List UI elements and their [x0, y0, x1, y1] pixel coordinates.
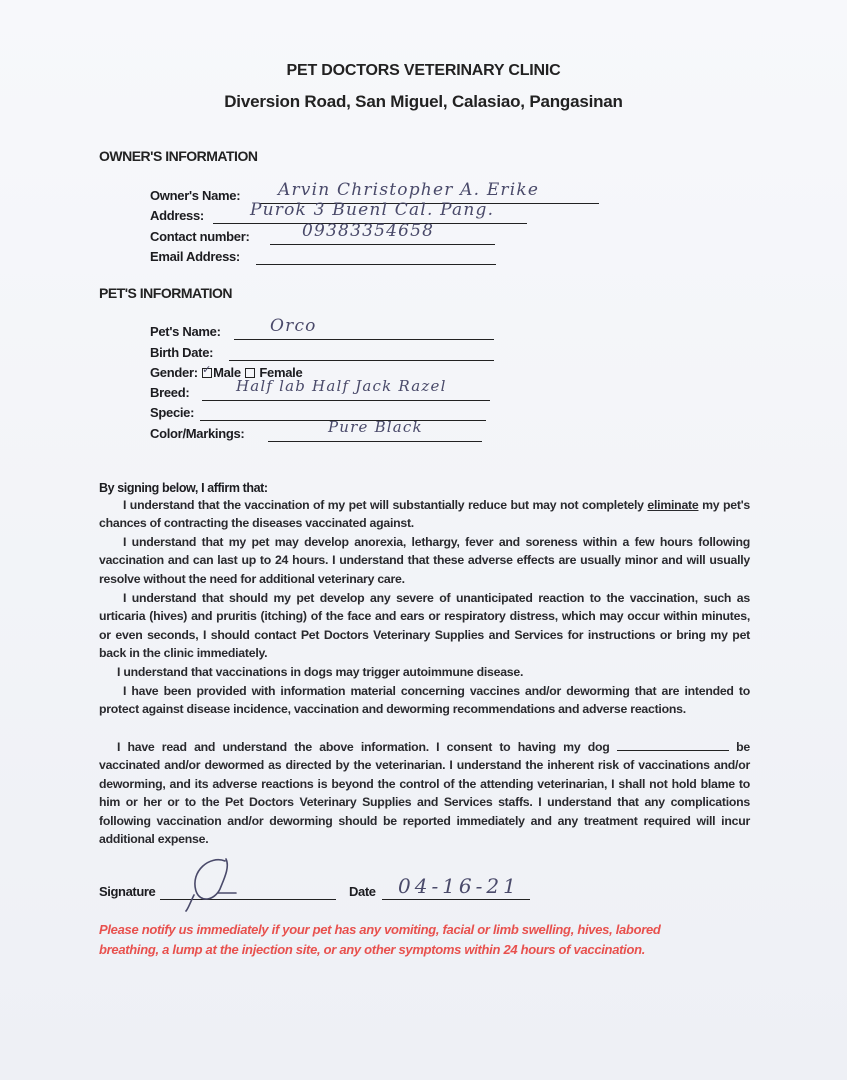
pet-birth-label: Birth Date:: [150, 345, 214, 360]
affirmation-paragraph-4: I understand that vaccinations in dogs may trigger autoimmune disease.: [117, 665, 524, 679]
owner-address-value[interactable]: Purok 3 Buenl Cal. Pang.: [250, 200, 495, 220]
pet-section-title: PET'S INFORMATION: [99, 285, 233, 301]
check-icon: ✓: [202, 364, 211, 376]
pet-name-value[interactable]: Orco: [270, 316, 317, 336]
pet-gender-label: Gender:: [150, 365, 198, 380]
pet-specie-label: Specie:: [150, 405, 195, 420]
affirmation-paragraph-1: I understand that the vaccination of my pet will substantially reduce but may not completely eliminate my pet's chances of contracting the diseases vaccinated against.: [99, 498, 750, 531]
affirmation-paragraph-6: I have read and understand the above information. I consent to having my dog be vaccinated and/or dewormed as directed by the veterinarian. I understand the inherent risk of vaccinations and/or deworming, and its adverse reactions is beyond the control of the attending veterinarian, I shall not hold blame to him or her or to the Pet Doctors Veterinary Supplies and Services staffs. I understand that any complications following vaccination and/or deworming should be reported immediately and any treatment required will incur additional expense.: [99, 740, 750, 847]
owner-contact-line[interactable]: [270, 244, 495, 245]
pet-name-label: Pet's Name:: [150, 324, 221, 339]
date-line[interactable]: [382, 899, 530, 900]
pet-name-line[interactable]: [234, 339, 494, 340]
owner-contact-label: Contact number:: [150, 229, 250, 244]
clinic-address: Diversion Road, San Miguel, Calasiao, Pangasinan: [224, 92, 623, 111]
notice-text: Please notify us immediately if your pet has any vomiting, facial or limb swelling, hives, labored breathing, a lump at the injection site, or any other symptoms within 24 hours of vaccination.: [99, 922, 661, 957]
affirmation-paragraph-5: I have been provided with information material concerning vaccines and/or deworming that are intended to protect against disease incidence, vaccination and deworming recommendations and adverse reactions.: [99, 684, 750, 717]
pet-breed-label: Breed:: [150, 385, 190, 400]
male-checkbox[interactable]: [202, 364, 212, 378]
female-option-label: Female: [259, 365, 303, 380]
pet-color-line[interactable]: [268, 441, 482, 442]
pet-breed-value[interactable]: Half lab Half Jack Razel: [236, 377, 447, 395]
owner-email-line[interactable]: [256, 264, 496, 265]
male-option-label: Male: [213, 365, 241, 380]
owner-address-label: Address:: [150, 208, 204, 223]
owner-section-title: OWNER'S INFORMATION: [99, 148, 258, 164]
date-label: Date: [349, 884, 376, 899]
pet-birth-line[interactable]: [229, 360, 494, 361]
affirmation-heading: By signing below, I affirm that:: [99, 481, 268, 495]
signature-mark: [180, 853, 250, 913]
owner-name-label: Owner's Name:: [150, 188, 241, 203]
signature-label: Signature: [99, 884, 156, 899]
pet-color-value[interactable]: Pure Black: [328, 418, 423, 436]
pet-color-label: Color/Markings:: [150, 426, 245, 441]
affirmation-paragraph-3: I understand that should my pet develop any severe of unanticipated reaction to the vaccination, such as urticaria (hives) and pruritis (itching) of the face and ears or respiratory distress, which may occur within minutes, or even seconds, I should contact Pet Doctors Veterinary Supplies and Services for instructions or bring my pet back in the clinic immediately.: [99, 591, 750, 661]
dog-name-blank[interactable]: [617, 739, 729, 751]
clinic-name: PET DOCTORS VETERINARY CLINIC: [286, 62, 561, 79]
pet-breed-line[interactable]: [202, 400, 490, 401]
owner-name-value[interactable]: Arvin Christopher A. Erike: [278, 180, 540, 200]
affirmation-paragraph-2: I understand that my pet may develop anorexia, lethargy, fever and soreness within a few hours following vaccination and can last up to 24 hours. I understand that these adverse effects are usually minor and will usually resolve without the need for additional veterinary care.: [99, 535, 750, 586]
date-value[interactable]: 04-16-21: [398, 874, 520, 898]
owner-email-label: Email Address:: [150, 249, 240, 264]
owner-contact-value[interactable]: 09383354658: [302, 221, 435, 241]
